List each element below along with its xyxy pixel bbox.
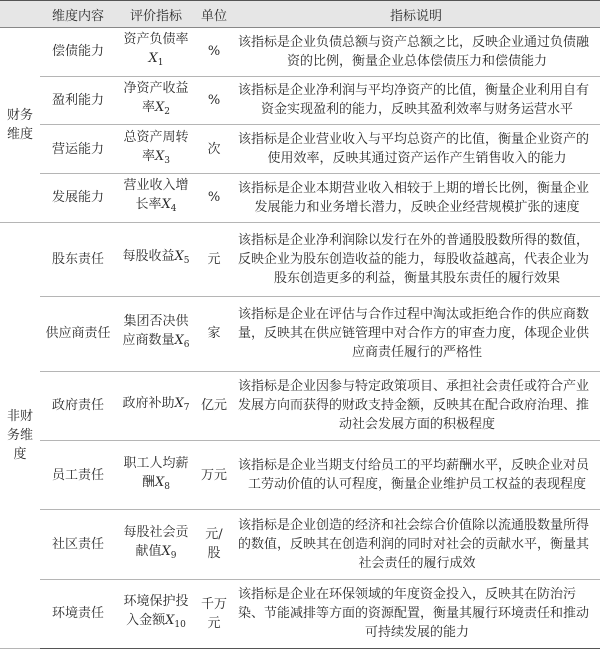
table-row — [0, 579, 600, 648]
dimension-content: 营运能力 — [40, 125, 116, 174]
unit: 次 — [196, 125, 232, 174]
table-row — [0, 28, 600, 77]
group-label: 非财务维度 — [6, 408, 33, 462]
indicator-description: 该指标是企业营业收入与平均总资产的比值，衡量企业资产的使用效率，反映其通过资产运作产生销售收入的能力 — [232, 125, 600, 174]
indicator-description: 该指标是企业净利润与平均净资产的比值，衡量企业利用自有资金实现盈利的能力，反映其盈利效率与财务运营水平 — [232, 76, 600, 125]
header-evaluation-indicator: 评价指标 — [116, 1, 196, 28]
unit: % — [196, 76, 232, 125]
dimension-content: 股东责任 — [40, 222, 116, 297]
dimension-content: 社区责任 — [40, 510, 116, 579]
indicator-name: 资产负债率$X_1$ — [116, 28, 196, 77]
indicator-description: 该指标是企业本期营业收入相较于上期的增长比例，衡量企业发展能力和业务增长潜力，反映企业经营规模扩张的速度 — [232, 173, 600, 222]
table-row — [0, 125, 600, 174]
table-row — [0, 173, 600, 222]
unit: 千万元 — [196, 579, 232, 648]
indicator-name: 每股收益$X_5$ — [116, 222, 196, 297]
unit: 元 — [196, 222, 232, 297]
dimension-content: 员工责任 — [40, 440, 116, 509]
indicator-name: 营业收入增长率$X_4$ — [116, 173, 196, 222]
group-financial — [0, 28, 40, 223]
indicator-name: 净资产收益率$X_2$ — [116, 76, 196, 125]
group-label: 财务维度 — [6, 107, 33, 142]
unit: 万元 — [196, 440, 232, 509]
table-row — [0, 510, 600, 579]
indicator-name: 政府补助$X_7$ — [116, 371, 196, 440]
dimension-content: 环境责任 — [40, 579, 116, 648]
group-non-financial — [0, 222, 40, 648]
unit: 家 — [196, 297, 232, 372]
dimension-content: 盈利能力 — [40, 76, 116, 125]
indicator-description: 该指标是企业因参与特定政策项目、承担社会责任或符合产业发展方向而获得的财政支持金额，反映其在配合政府治理、推动社会发展方面的积极程度 — [232, 371, 600, 440]
indicator-description: 该指标是企业负债总额与资产总额之比，反映企业通过负债融资的比例，衡量企业总体偿债压力和偿债能力 — [232, 28, 600, 77]
table-row — [0, 440, 600, 509]
indicator-description: 该指标是企业当期支付给员工的平均薪酬水平，反映企业对员工劳动价值的认可程度，衡量企业维护员工权益的表现程度 — [232, 440, 600, 509]
dimension-content: 政府责任 — [40, 371, 116, 440]
unit: % — [196, 173, 232, 222]
dimension-content: 偿债能力 — [40, 28, 116, 77]
header-indicator-description: 指标说明 — [232, 1, 600, 28]
table-row — [0, 371, 600, 440]
dimension-content: 供应商责任 — [40, 297, 116, 372]
unit: 亿元 — [196, 371, 232, 440]
indicator-description: 该指标是企业创造的经济和社会综合价值除以流通股数量所得的数值，反映其在创造利润的同时对社会的贡献水平，衡量其社会责任的履行成效 — [232, 510, 600, 579]
indicator-name: 总资产周转率$X_3$ — [116, 125, 196, 174]
table-header-row — [0, 1, 600, 28]
table-row — [0, 222, 600, 297]
indicator-name: 集团否决供应商数量$X_6$ — [116, 297, 196, 372]
unit: % — [196, 28, 232, 77]
table-row — [0, 297, 600, 372]
header-dimension-content: 维度内容 — [40, 1, 116, 28]
indicator-description: 该指标是企业在环保领域的年度资金投入，反映其在防治污染、节能减排等方面的资源配置，衡量其履行环境责任和推动可持续发展的能力 — [232, 579, 600, 648]
dimension-content: 发展能力 — [40, 173, 116, 222]
indicator-description: 该指标是企业净利润除以发行在外的普通股股数所得的数值，反映企业为股东创造收益的能力，每股收益越高，代表企业为股东创造更多的利益，衡量其股东责任的履行效果 — [232, 222, 600, 297]
indicator-name: 环境保护投入金额$X_{10}$ — [116, 579, 196, 648]
unit: 元/股 — [196, 510, 232, 579]
header-unit: 单位 — [196, 1, 232, 28]
indicator-name: 每股社会贡献值$X_9$ — [116, 510, 196, 579]
header-dimension — [0, 1, 40, 28]
indicator-name: 职工人均薪酬$X_8$ — [116, 440, 196, 509]
indicator-description: 该指标是企业在评估与合作过程中淘汰或拒绝合作的供应商数量，反映其在供应链管理中对合作方的审查力度，体现企业供应商责任履行的严格性 — [232, 297, 600, 372]
table-row — [0, 76, 600, 125]
